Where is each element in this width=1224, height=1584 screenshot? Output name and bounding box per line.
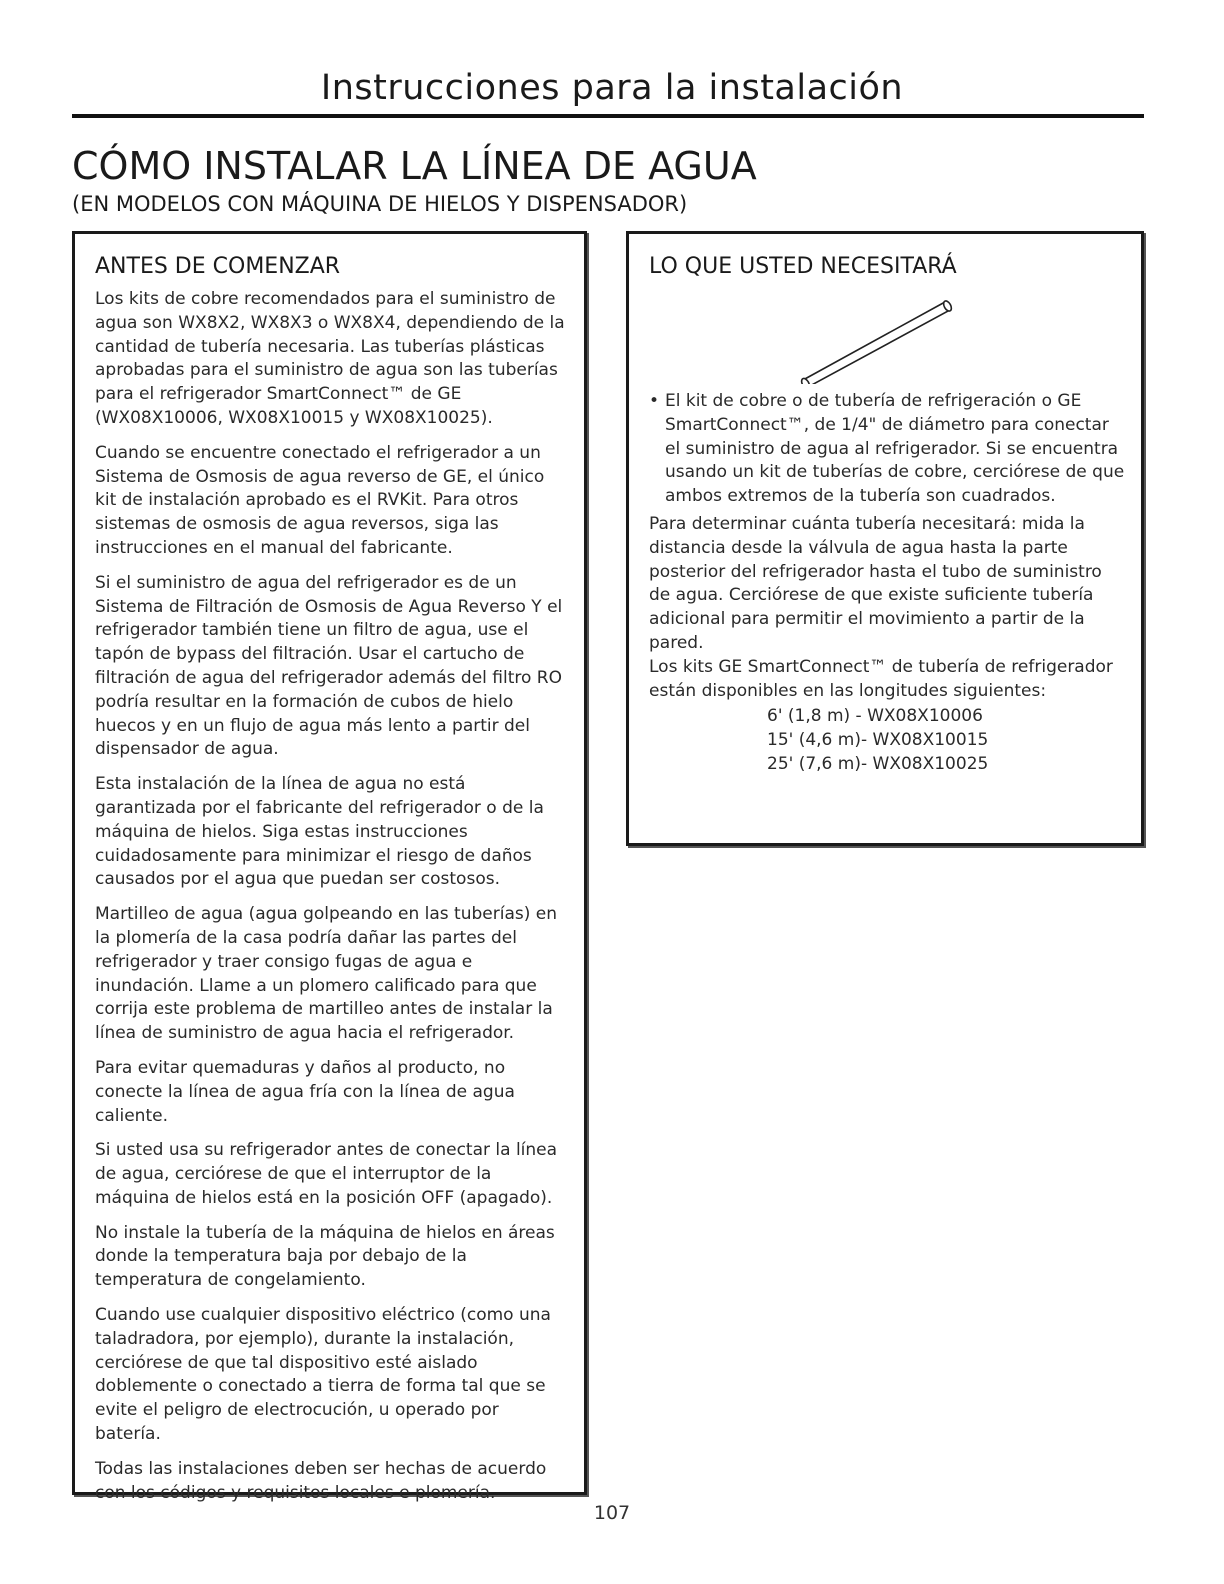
what-you-need-title: LO QUE USTED NECESITARÁ <box>649 254 957 279</box>
paragraph: Para determinar cuánta tubería necesitará: mida la distancia desde la válvula de agua hasta la parte posterior del refrigerador hasta el tubo de suministro de agua. Cerciórese de que existe suficiente tubería adicional para permitir el movimiento a partir de la pared. <box>649 513 1102 653</box>
list-item <box>649 390 1127 509</box>
paragraph: Los kits de cobre recomendados para el suministro de agua son WX8X2, WX8X3 o WX8X4, dependiendo de la cantidad de tubería necesaria. Las tuberías plásticas aprobadas para el suministro de agua son las tuberías para el refrigerador SmartConnect™ de GE (WX08X10006, WX08X10015 y WX08X10025). <box>95 289 565 428</box>
paragraph: Cuando use cualquier dispositivo eléctrico (como una taladradora, por ejemplo), durante la instalación, cerciórese de que tal dispositivo esté aislado doblemente o conectado a tierra de forma tal que se evite el peligro de electrocución, u operado por batería. <box>95 1305 551 1445</box>
length-list <box>767 705 1127 776</box>
list-item-text: El kit de cobre o de tubería de refrigeración o GE SmartConnect™, de 1/4" de diámetro para conectar el suministro de agua al refrigerador. Si se encuentra usando un kit de tuberías de cobre, cerciórese de que ambos extremos de la tubería son cuadrados. <box>665 391 1125 507</box>
paragraph: Cuando se encuentre conectado el refrigerador a un Sistema de Osmosis de agua reverso de GE, el único kit de instalación aprobado es el RVKit. Para otros sistemas de osmosis de agua reversos, siga las instrucciones en el manual del fabricante. <box>95 442 545 558</box>
length-item: 6' (1,8 m) - WX08X10006 <box>767 706 983 727</box>
header-divider <box>72 114 1144 118</box>
before-you-begin-box <box>72 231 587 1503</box>
section-title: CÓMO INSTALAR LA LÍNEA DE AGUA <box>72 144 757 188</box>
section-subtitle: (EN MODELOS CON MÁQUINA DE HIELOS Y DISPENSADOR) <box>72 192 688 216</box>
page-header-title: Instrucciones para la instalación <box>320 68 904 108</box>
before-you-begin-title: ANTES DE COMENZAR <box>95 254 341 279</box>
paragraph: Si usted usa su refrigerador antes de conectar la línea de agua, cerciórese de que el interruptor de la máquina de hielos está en la posición OFF (apagado). <box>95 1140 558 1208</box>
paragraph: Los kits GE SmartConnect™ de tubería de refrigerador están disponibles en las longitudes siguientes: <box>649 656 1113 701</box>
copper-tube-icon <box>649 288 1121 384</box>
bullet-icon: • <box>649 391 660 411</box>
length-item: 25' (7,6 m)- WX08X10025 <box>767 753 989 774</box>
what-you-need-box <box>626 231 1144 846</box>
paragraph: Martilleo de agua (agua golpeando en las tuberías) en la plomería de la casa podría dañar las partes del refrigerador y traer consigo fugas de agua e inundación. Llame a un plomero calificado para que corrija este problema de martilleo antes de instalar la línea de suministro de agua hacia el refrigerador. <box>95 904 558 1044</box>
page-number: 107 <box>593 1502 631 1524</box>
paragraph: Para evitar quemaduras y daños al producto, no conecte la línea de agua fría con la línea de agua caliente. <box>95 1057 515 1126</box>
length-item: 15' (4,6 m)- WX08X10015 <box>767 730 989 751</box>
paragraph: Si el suministro de agua del refrigerador es de un Sistema de Filtración de Osmosis de Agua Reverso Y el refrigerador también tiene un filtro de agua, use el tapón de bypass del filtración. Usar el cartucho de filtración de agua del refrigerador además del filtro RO podría resultar en la formación de cubos de hielo huecos y en un flujo de agua más lento a partir del dispensador de agua. <box>95 572 563 760</box>
paragraph: Todas las instalaciones deben ser hechas de acuerdo con los códigos y requisitos locales e plomería. <box>95 1458 547 1503</box>
paragraph: Esta instalación de la línea de agua no está garantizada por el fabricante del refrigerador o de la máquina de hielos. Siga estas instrucciones cuidadosamente para minimizar el riesgo de daños causados por el agua que puedan ser costosos. <box>95 774 544 890</box>
paragraph: No instale la tubería de la máquina de hielos en áreas donde la temperatura baja por debajo de la temperatura de congelamiento. <box>95 1222 555 1291</box>
